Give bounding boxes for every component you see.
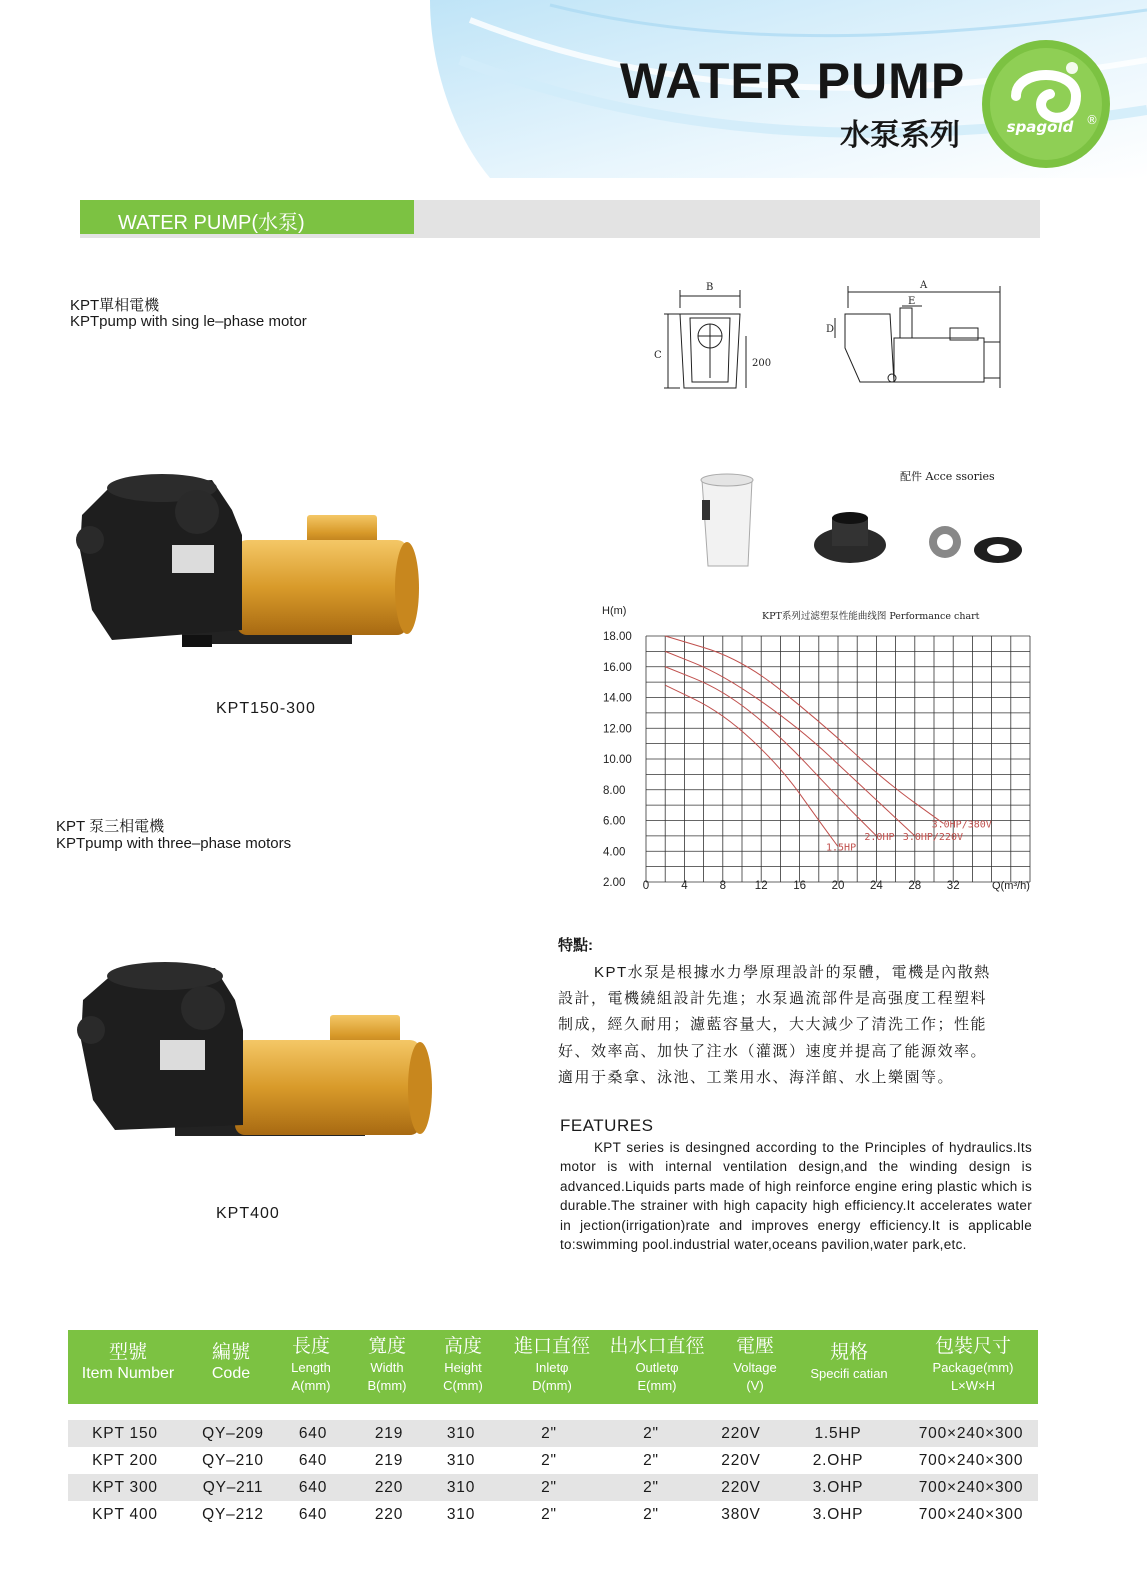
features-en-body: KPT series is desingned according to the Principles of hydraulics.Its motor is with internal ventilation design,and the winding design is advanced.Liquids parts made of high reinforce engine ering plastic which is durable.The strainer with high capacity high efficiency.It accelerates water in jection(irrigation)rate and improves energy efficiency.It is applicable to:swimming pool.industrial water,oceans pavilion,water park,etc. bbox=[560, 1140, 1032, 1253]
spec-col-header-cn: 進口直徑 bbox=[513, 1336, 590, 1357]
spec-col-header-en: Code bbox=[211, 1365, 251, 1382]
diagram-label-c: C bbox=[654, 350, 662, 361]
chart-series-line bbox=[665, 685, 838, 846]
table-cell-voltage: 220V bbox=[721, 1479, 761, 1496]
chart-series bbox=[665, 636, 992, 854]
table-cell-item: KPT 400 bbox=[92, 1506, 158, 1523]
diagram-label-a: A bbox=[920, 280, 928, 291]
pump-image-kpt150-300 bbox=[72, 470, 422, 660]
spec-col-header-unit: L×W×H bbox=[950, 1378, 996, 1393]
table-cell-spec: 3.OHP bbox=[812, 1506, 864, 1523]
features-cn-line-5: 適用于桑拿、泳池、工業用水、海洋館、水上樂園等。 bbox=[558, 1069, 955, 1086]
performance-chart bbox=[590, 600, 1050, 900]
chart-title: KPT系列过滤塑泵性能曲线图 Performance chart bbox=[762, 611, 980, 622]
section-title: WATER PUMP(水泵) bbox=[118, 212, 305, 234]
chart-y-tick-label: 10.00 bbox=[603, 754, 632, 766]
spec-col-header-unit: E(mm) bbox=[637, 1378, 677, 1393]
table-cell-spec: 3.OHP bbox=[812, 1479, 864, 1496]
chart-x-tick-label: 32 bbox=[946, 880, 960, 892]
spec-col-header-unit: A(mm) bbox=[291, 1378, 331, 1393]
three-phase-label-en: KPTpump with three–phase motors bbox=[56, 835, 292, 852]
table-row bbox=[68, 1447, 1038, 1474]
logo-registered-mark: ® bbox=[1086, 113, 1098, 127]
table-cell-width: 220 bbox=[374, 1479, 404, 1496]
chart-series-label: 1.5HP bbox=[826, 842, 857, 854]
table-row bbox=[68, 1501, 1038, 1528]
spec-col-header-unit: D(mm) bbox=[532, 1378, 572, 1393]
table-cell-inlet: 2" bbox=[541, 1425, 557, 1442]
single-phase-label-cn: KPT單相電機 bbox=[70, 297, 160, 314]
table-cell-voltage: 380V bbox=[721, 1506, 761, 1523]
spec-col-header-en: Height bbox=[444, 1360, 482, 1375]
spec-col-header-en: Inletφ bbox=[535, 1360, 569, 1375]
table-cell-outlet: 2" bbox=[643, 1425, 659, 1442]
table-cell-voltage: 220V bbox=[721, 1452, 761, 1469]
table-cell-inlet: 2" bbox=[541, 1479, 557, 1496]
chart-x-tick-label: 0 bbox=[642, 880, 650, 892]
table-row bbox=[68, 1420, 1038, 1447]
chart-x-tick-label: 12 bbox=[754, 880, 768, 892]
table-cell-package: 700×240×300 bbox=[918, 1506, 1024, 1523]
spec-col-header-en: Outletφ bbox=[635, 1360, 679, 1375]
header-title: WATER PUMP bbox=[620, 53, 966, 109]
spec-col-header-unit: B(mm) bbox=[367, 1378, 407, 1393]
table-cell-width: 220 bbox=[374, 1506, 404, 1523]
table-cell-package: 700×240×300 bbox=[918, 1452, 1024, 1469]
table-cell-package: 700×240×300 bbox=[918, 1479, 1024, 1496]
spec-col-header-cn: 包裝尺寸 bbox=[934, 1336, 1011, 1357]
table-cell-width: 219 bbox=[374, 1452, 404, 1469]
chart-xlabel: Q(m³/h) bbox=[992, 880, 1030, 892]
chart-x-tick-label: 16 bbox=[793, 880, 806, 892]
chart-x-tick-label: 28 bbox=[908, 880, 922, 892]
features-cn-line-2: 設計，電機繞組設計先進；水泵過流部件是高强度工程塑料 bbox=[558, 990, 988, 1007]
table-cell-height: 310 bbox=[446, 1506, 476, 1523]
table-cell-height: 310 bbox=[446, 1425, 476, 1442]
spec-col-header-en: Item Number bbox=[81, 1365, 175, 1382]
chart-x-tick-label: 4 bbox=[681, 880, 688, 892]
spec-col-header-en: Width bbox=[370, 1360, 404, 1375]
spec-col-header-en: Length bbox=[291, 1360, 331, 1375]
spagold-logo bbox=[980, 38, 1112, 170]
union-fitting-icon bbox=[814, 512, 886, 563]
chart-series-label: 2.0HP bbox=[864, 831, 895, 843]
features-en-text bbox=[560, 1138, 1032, 1254]
spec-col-header-cn: 長度 bbox=[291, 1336, 330, 1357]
chart-y-ticks bbox=[603, 631, 632, 889]
spec-col-header-cn: 編號 bbox=[211, 1342, 250, 1363]
table-cell-length: 640 bbox=[298, 1425, 328, 1442]
spec-col-header-8 bbox=[779, 1341, 919, 1383]
table-row bbox=[68, 1474, 1038, 1501]
mechanical-seal-icon bbox=[929, 526, 1022, 563]
chart-y-tick-label: 2.00 bbox=[603, 877, 626, 889]
chart-x-tick-label: 8 bbox=[719, 880, 727, 892]
chart-y-tick-label: 8.00 bbox=[603, 784, 626, 797]
table-cell-spec: 1.5HP bbox=[814, 1425, 862, 1442]
table-cell-length: 640 bbox=[298, 1506, 328, 1523]
table-cell-length: 640 bbox=[298, 1452, 328, 1469]
table-cell-code: QY–211 bbox=[202, 1479, 264, 1496]
table-cell-length: 640 bbox=[298, 1479, 328, 1496]
spec-col-header-en: Package(mm) bbox=[932, 1360, 1014, 1375]
table-cell-height: 310 bbox=[446, 1452, 476, 1469]
features-cn-heading: 特點: bbox=[558, 937, 593, 954]
table-cell-package: 700×240×300 bbox=[918, 1425, 1024, 1442]
diagram-label-e: E bbox=[908, 296, 916, 307]
accessories-label: 配件 Acce ssories bbox=[900, 470, 995, 483]
spec-col-header-cn: 規格 bbox=[829, 1342, 868, 1363]
features-cn-line-4: 好、效率高、加快了注水（灌溉）速度并提高了能源效率。 bbox=[558, 1043, 988, 1060]
table-cell-voltage: 220V bbox=[721, 1425, 761, 1442]
table-cell-code: QY–210 bbox=[202, 1452, 264, 1469]
strainer-basket-icon bbox=[701, 474, 753, 566]
spec-col-header-cn: 寬度 bbox=[367, 1336, 406, 1357]
model-label-large: KPT400 bbox=[216, 1205, 280, 1222]
table-cell-item: KPT 150 bbox=[92, 1425, 158, 1442]
table-cell-width: 219 bbox=[374, 1425, 404, 1442]
chart-series-label: 3.0HP/380V bbox=[931, 819, 992, 831]
accessories-images bbox=[690, 470, 1030, 580]
table-cell-height: 310 bbox=[446, 1479, 476, 1496]
chart-series-label: 3.0HP/220V bbox=[902, 831, 964, 843]
chart-x-tick-label: 20 bbox=[831, 880, 845, 892]
table-cell-item: KPT 200 bbox=[92, 1452, 158, 1469]
chart-y-tick-label: 4.00 bbox=[603, 846, 626, 859]
spec-col-header-en: Voltage bbox=[733, 1360, 777, 1375]
logo-brand-text: spagold bbox=[1006, 118, 1074, 136]
table-cell-spec: 2.OHP bbox=[812, 1452, 864, 1469]
table-cell-inlet: 2" bbox=[541, 1452, 557, 1469]
chart-y-tick-label: 18.00 bbox=[603, 631, 632, 643]
features-cn-line-1: KPT水泵是根據水力學原理設計的泵體，電機是內散熱 bbox=[594, 964, 991, 981]
table-cell-outlet: 2" bbox=[643, 1479, 659, 1496]
diagram-label-d: D bbox=[826, 324, 835, 335]
spec-col-header-unit: (V) bbox=[746, 1378, 764, 1393]
chart-y-tick-label: 6.00 bbox=[603, 815, 626, 828]
chart-series-line bbox=[665, 667, 876, 836]
chart-series-line bbox=[665, 636, 943, 824]
single-phase-label-en: KPTpump with sing le–phase motor bbox=[70, 313, 307, 330]
features-en-heading: FEATURES bbox=[560, 1116, 654, 1135]
three-phase-label-cn: KPT 泵三相電機 bbox=[56, 818, 165, 835]
chart-y-tick-label: 12.00 bbox=[603, 723, 632, 736]
spec-col-header-unit: C(mm) bbox=[443, 1378, 483, 1393]
dimension-diagram bbox=[650, 278, 1020, 398]
diagram-label-b: B bbox=[706, 282, 714, 293]
pump-image-kpt400 bbox=[75, 960, 435, 1150]
table-cell-inlet: 2" bbox=[541, 1506, 557, 1523]
table-cell-item: KPT 300 bbox=[92, 1479, 158, 1496]
spec-col-header-cn: 電壓 bbox=[735, 1336, 774, 1357]
chart-ylabel: H(m) bbox=[602, 605, 627, 617]
table-cell-outlet: 2" bbox=[643, 1506, 659, 1523]
spec-col-header-cn: 高度 bbox=[443, 1336, 482, 1357]
table-cell-code: QY–212 bbox=[202, 1506, 264, 1523]
chart-y-tick-label: 14.00 bbox=[603, 692, 632, 705]
table-cell-code: QY–209 bbox=[202, 1425, 264, 1442]
chart-x-tick-label: 24 bbox=[870, 880, 883, 892]
features-cn-line-3: 制成，經久耐用；濾藍容量大，大大減少了清洗工作；性能 bbox=[558, 1016, 988, 1033]
diagram-label-200: 200 bbox=[752, 358, 772, 369]
header-subtitle: 水泵系列 bbox=[840, 119, 960, 152]
spec-col-header-cn: 型號 bbox=[108, 1342, 147, 1363]
spec-col-header-9 bbox=[903, 1335, 1043, 1395]
spec-col-header-en: Specifi catian bbox=[810, 1366, 888, 1381]
model-label-small: KPT150-300 bbox=[216, 700, 316, 717]
spec-col-header-cn: 出水口直徑 bbox=[609, 1336, 705, 1357]
chart-y-tick-label: 16.00 bbox=[603, 661, 632, 674]
table-cell-outlet: 2" bbox=[643, 1452, 659, 1469]
